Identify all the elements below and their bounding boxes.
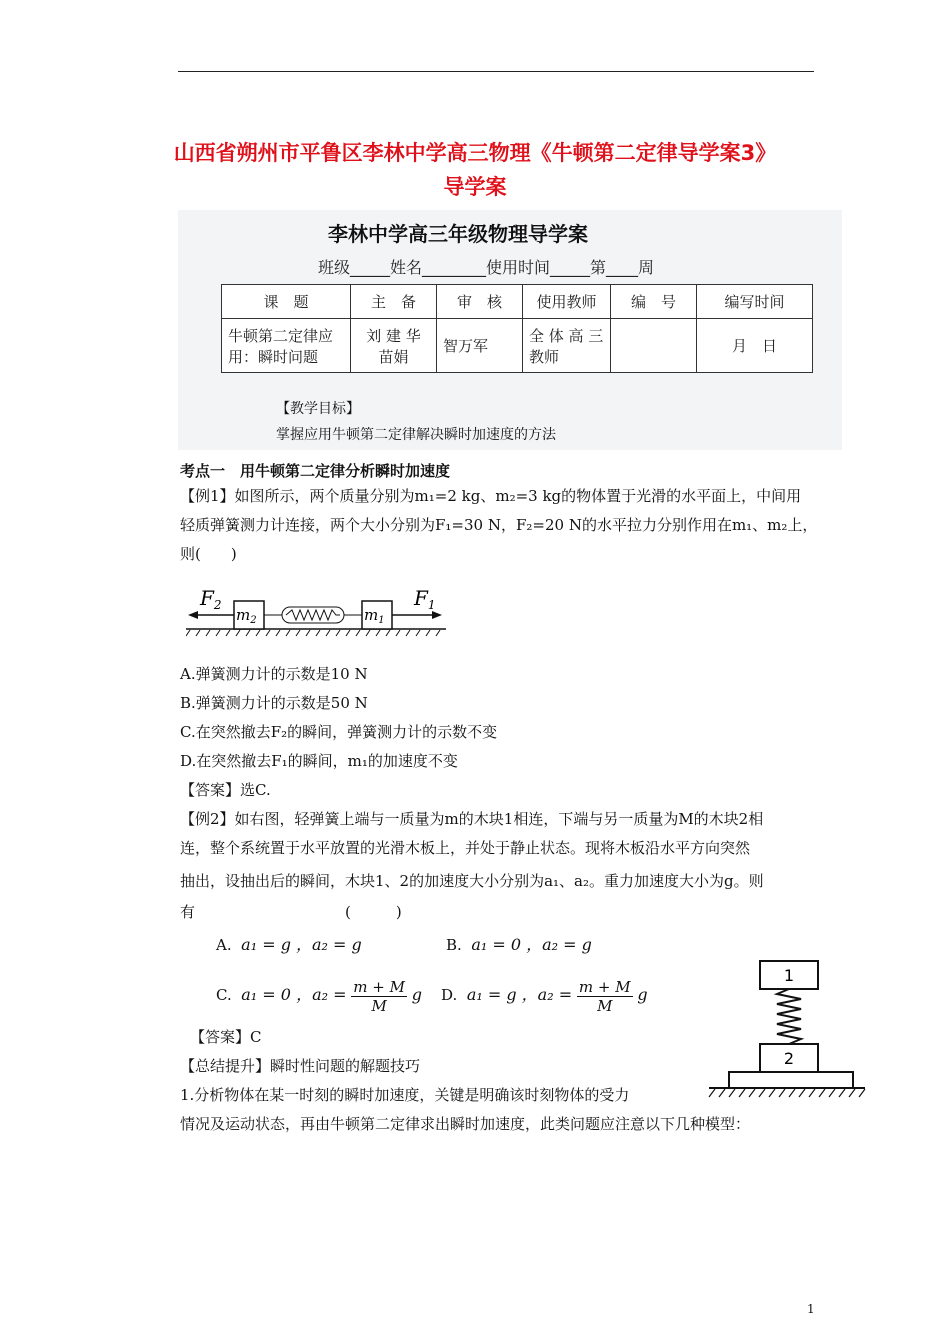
ex2-line3: 抽出，设抽出后的瞬间，木块1、2的加速度大小分别为a₁、a₂。重力加速度大小为g。则 <box>180 872 764 890</box>
header-cell: 编写时间 <box>697 285 813 319</box>
page-number: 1 <box>807 1302 815 1316</box>
label-f1: F <box>414 586 428 610</box>
panel-title: 李林中学高三年级物理导学案 <box>328 222 588 246</box>
svg-text:m2: $m_2$ <box>236 606 257 626</box>
summary-heading: 【总结提升】瞬时性问题的解题技巧 <box>180 1057 421 1075</box>
summary-line2: 情况及运动状态，再由牛顿第二定律求出瞬时加速度，此类问题应注意以下几种模型： <box>180 1115 751 1133</box>
document-title-line2: 导学案 <box>443 175 507 199</box>
ex2-option-c: C. a₁ = 0 ，a₂ = $\frac{m + M}{M}$ g <box>216 977 423 1015</box>
ex2-line2: 连，整个系统置于水平放置的光滑木板上，并处于静止状态。现将木板沿水平方向突然 <box>180 839 751 857</box>
table-row <box>222 319 813 373</box>
table-cell: 月 日 <box>697 319 813 373</box>
label-m1: m <box>364 606 379 624</box>
table-header-row <box>222 285 813 319</box>
table-cell: 全 体 高 三教师 <box>523 319 611 373</box>
goal-heading: 【教学目标】 <box>276 401 360 417</box>
ex2-option-d: D. a₁ = g ，a₂ = $\frac{m + M}{M}$ g <box>441 977 648 1015</box>
header-cell: 编 号 <box>611 285 697 319</box>
spring-scale-figure <box>186 585 448 637</box>
ex1-option-b: B.弹簧测力计的示数是50 N <box>180 694 368 712</box>
header-cell: 使用教师 <box>523 285 611 319</box>
svg-text:F1: $F_1$ <box>414 586 436 612</box>
svg-text:1: 1 <box>783 966 795 985</box>
ex1-line1: 【例1】如图所示，两个质量分别为m₁=2 kg、m₂=3 kg的物体置于光滑的水平面上，中间用 <box>180 487 802 505</box>
svg-text:m1: $m_1$ <box>364 606 385 626</box>
header-rule <box>178 71 814 72</box>
ex2-option-a: A. a₁ = g ，a₂ = g <box>216 935 362 954</box>
table-cell: 智万军 <box>437 319 523 373</box>
ex1-option-a: A.弹簧测力计的示数是10 N <box>180 665 368 683</box>
label-m2: m <box>236 606 251 624</box>
ex2-line1: 【例2】如右图，轻弹簧上端与一质量为m的木块1相连，下端与另一质量为M的木块2相 <box>180 810 764 828</box>
svg-text:F2: $F_2$ <box>200 586 222 612</box>
fraction: $\frac{m + M}{M}$ <box>353 977 405 1015</box>
table-cell: 刘 建 华 苗娟 <box>351 319 437 373</box>
header-cell: 审 核 <box>437 285 523 319</box>
ex1-option-c: C.在突然撤去F₂的瞬间，弹簧测力计的示数不变 <box>180 723 498 741</box>
section-heading: 考点一 用牛顿第二定律分析瞬时加速度 <box>180 462 451 480</box>
ex2-line4: 有 ( ) <box>180 903 402 921</box>
label-f2: F <box>200 586 214 610</box>
goal-text: 掌握应用牛顿第二定律解决瞬时加速度的方法 <box>276 427 556 443</box>
ex1-line3: 则( ) <box>180 545 237 563</box>
ex1-option-d: D.在突然撤去F₁的瞬间，m₁的加速度不变 <box>180 752 458 770</box>
course-info-table <box>221 284 813 373</box>
ex1-answer: 【答案】选C. <box>180 781 271 799</box>
table-cell <box>611 319 697 373</box>
ex1-line2: 轻质弹簧测力计连接，两个大小分别为F₁=30 N，F₂=20 N的水平拉力分别作用在m₁、m₂上， <box>180 516 818 534</box>
fraction: $\frac{m + M}{M}$ <box>578 977 631 1015</box>
ex2-answer: 【答案】C <box>190 1028 262 1046</box>
header-cell: 主 备 <box>351 285 437 319</box>
summary-line1: 1.分析物体在某一时刻的瞬时加速度，关键是明确该时刻物体的受力 <box>180 1086 630 1104</box>
class-info-line: 班级_____姓名________使用时间_____第____周 <box>318 258 655 277</box>
table-cell: 牛顿第二定律应用：瞬时问题 <box>222 319 351 373</box>
ex2-option-b: B. a₁ = 0 ，a₂ = g <box>446 935 592 954</box>
board <box>729 1072 853 1088</box>
stacked-blocks-figure <box>705 957 867 1103</box>
svg-text:2: 2 <box>783 1049 795 1068</box>
header-cell: 课 题 <box>222 285 351 319</box>
document-title: 山西省朔州市平鲁区李林中学高三物理《牛顿第二定律导学案3》 <box>173 141 777 165</box>
